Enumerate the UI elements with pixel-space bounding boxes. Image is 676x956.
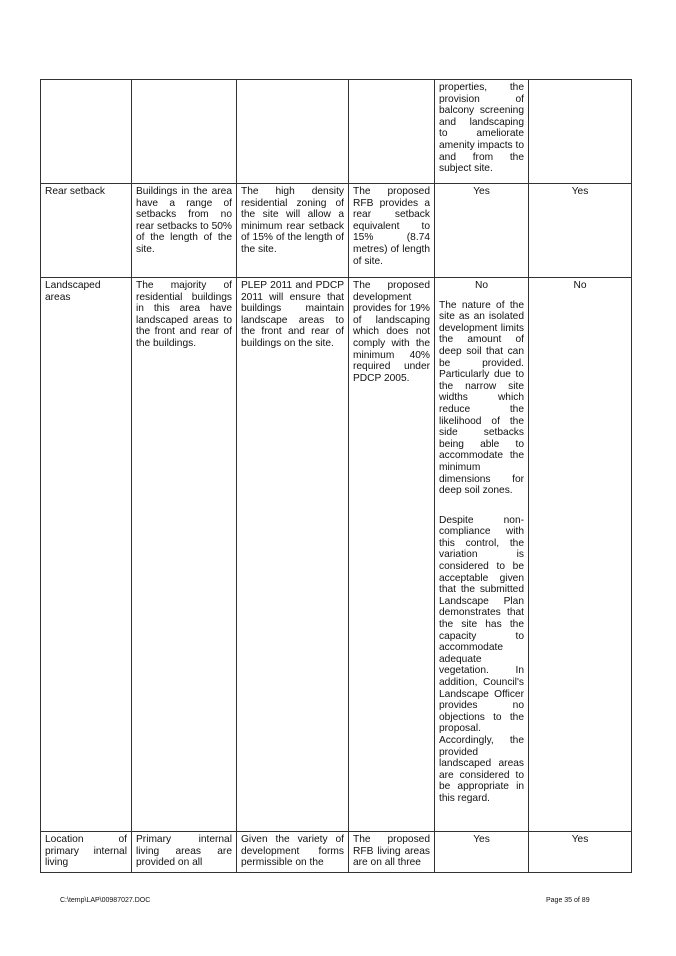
compliance-cell <box>435 832 529 873</box>
compliance-paragraph: The nature of the site as an isolated development limits the amount of deep soil that can be provided. Particularly due to the narrow site widths which reduce the likelihood of the side setbacks being able to accommodate the minimum dimensions for deep soil zones. <box>439 299 524 497</box>
objective-cell: The high density residential zoning of the site will allow a minimum rear setback of 15% of the length of the site. <box>237 184 349 278</box>
control-cell: Landscaped areas <box>41 278 132 832</box>
footer-page-number: Page 35 of 89 <box>546 897 590 904</box>
compliance-text: properties, the provision of balcony screening and landscaping to ameliorate amenity impacts to and from the subject site. <box>439 82 524 175</box>
compliance-result: Yes <box>473 834 490 845</box>
status-cell: No <box>529 278 632 832</box>
requirement-cell <box>132 80 237 184</box>
objective-cell <box>237 80 349 184</box>
proposal-cell: The proposed development provides for 19% of landscaping which does not comply with the minimum 40% required under PDCP 2005. <box>349 278 435 832</box>
requirement-cell: Primary internal living areas are provided on all <box>132 832 237 873</box>
proposal-cell <box>349 80 435 184</box>
compliance-paragraph: Despite non-compliance with this control, the variation is considered to be acceptable given that the submitted Landscape Plan demonstrates that the site has the capacity to accommodate adequate vegetation. In addition, Council's Landscape Officer provides no objections to the proposal. Accordingly, the provided landscaped areas are considered to be appropriate in this regard. <box>439 514 524 804</box>
table-row <box>41 184 632 278</box>
proposal-cell: The proposed RFB living areas are on all three <box>349 832 435 873</box>
control-cell: Location of primary internal living <box>41 832 132 873</box>
status-cell <box>529 80 632 184</box>
footer-file-path: C:\temp\LAP\00987027.DOC <box>60 897 151 904</box>
requirement-cell: Buildings in the area have a range of setbacks from no rear setbacks to 50% of the length of the site. <box>132 184 237 278</box>
compliance-cell <box>435 278 529 832</box>
control-cell: Rear setback <box>41 184 132 278</box>
objective-cell: Given the variety of development forms permissible on the <box>237 832 349 873</box>
table-row <box>41 278 632 832</box>
table-row <box>41 832 632 873</box>
compliance-result: No <box>474 280 489 291</box>
compliance-result: Yes <box>473 186 490 197</box>
proposal-cell: The proposed RFB provides a rear setback equivalent to 15% (8.74 metres) of length of site. <box>349 184 435 278</box>
control-cell <box>41 80 132 184</box>
status-cell: Yes <box>529 832 632 873</box>
assessment-table <box>40 79 632 873</box>
objective-cell: PLEP 2011 and PDCP 2011 will ensure that buildings maintain landscape areas to the front and rear of buildings on the site. <box>237 278 349 832</box>
table-row <box>41 80 632 184</box>
requirement-cell: The majority of residential buildings in this area have landscaped areas to the front and rear of the buildings. <box>132 278 237 832</box>
status-cell: Yes <box>529 184 632 278</box>
compliance-cell <box>435 80 529 184</box>
compliance-cell <box>435 184 529 278</box>
